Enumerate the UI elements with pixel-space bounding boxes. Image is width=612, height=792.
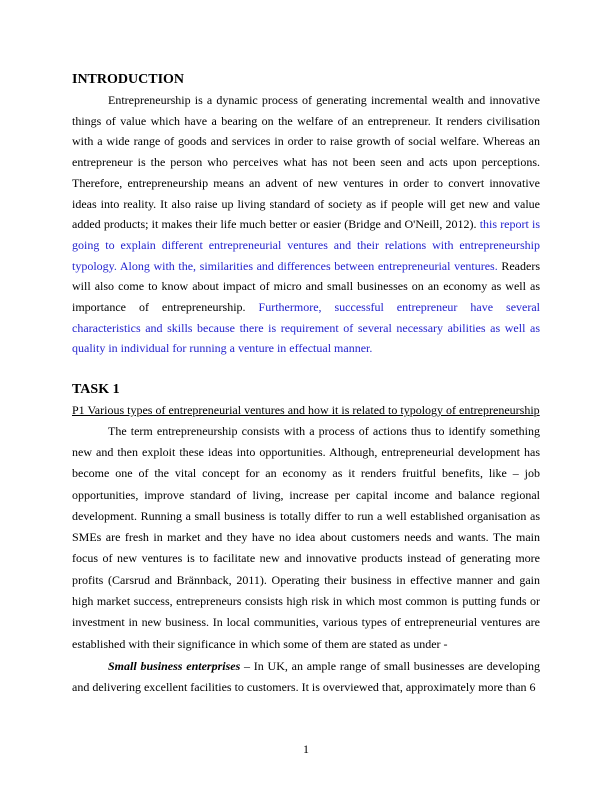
page-number: 1 <box>303 742 309 756</box>
intro-text-a: Entrepreneurship is a dynamic process of generating incremental wealth and innovative things of value which have a bearing on the welfare of an entrepreneur. It renders civilisation with a wide range of goods and services in order to raise growth of social welfare. Whereas an entrepreneur is the person who perceives what has not been seen and acts upon perceptions. Therefore, entrepreneurship means an advent of new ventures in order to convert innovative ideas into reality. It also raise up living standard of society as if people will get new and value added products; it makes their life much better or easier (Bridge and O'Neill, 2012). <box>72 93 540 232</box>
task1-subheading: P1 Various types of entrepreneurial ventures and how it is related to typology of entrepreneurship <box>72 403 540 418</box>
small-business-paragraph <box>72 656 540 699</box>
intro-highlight-b: this report is going to explain different entrepreneurial ventures and their relations with entrepreneurship typology. Along with the, similarities and differences between entrepreneurial ventures. <box>72 217 541 273</box>
intro-text-c: Readers will also come to know about impact of micro and small businesses on an economy as well as importance of entrepreneurship. <box>72 258 540 315</box>
intro-heading: INTRODUCTION <box>72 72 185 87</box>
intro-highlight-d: Furthermore, successful entrepreneur have several characteristics and skills because there is requirement of several necessary abilities as well as quality in individual for running a venture in effectual manner. <box>72 300 541 356</box>
small-business-text: – In UK, an ample range of small businesses are developing and delivering excellent facilities to customers. It is overviewed that, approximately more than 6 <box>72 658 540 695</box>
small-business-label: Small business enterprises <box>108 658 241 673</box>
document-page <box>72 70 540 699</box>
intro-paragraph <box>72 90 540 359</box>
task1-paragraph: The term entrepreneurship consists with a process of actions thus to identify something new and then exploit these ideas into opportunities. Although, entrepreneurial development has become one of the vital concept for an economy as it renders fruitful benefits, like – job opportunities, improve standard of living, increase per capital income and balance regional development. Running a small business is totally differ to run a well established organisation as SMEs are fresh in market and they have no idea about customers needs and wants. The main focus of new ventures is to facilitate new and innovative products instead of generating more profits (Carsrud and Brännback, 2011). Operating their business in effective manner and gain high market success, entrepreneurs consists high risk in which most common is putting funds or investment in new business. In local communities, various types of entrepreneurial ventures are established with their significance in which some of them are stated as under - <box>72 423 540 651</box>
task1-heading: TASK 1 <box>72 382 120 398</box>
